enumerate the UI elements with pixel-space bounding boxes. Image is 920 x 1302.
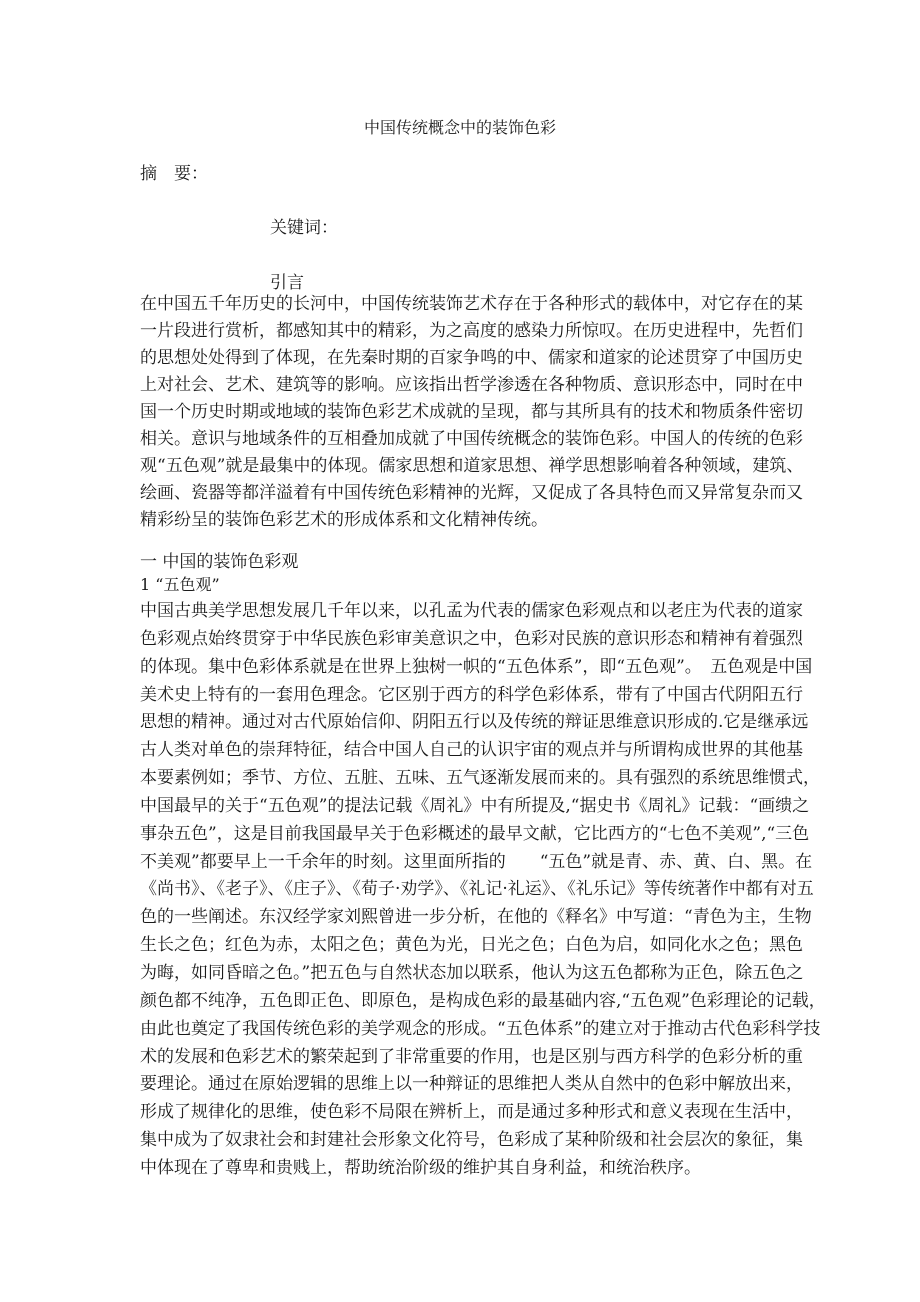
text-line: 的思想处处得到了体现，在先秦时期的百家争鸣的中、儒家和道家的论述贯穿了中国历史 xyxy=(140,348,803,368)
text-line: 形成了规律化的思维，使色彩不局限在辨析上，而是通过多种形式和意义表现在生活中， xyxy=(140,1102,803,1123)
text-line: 美术史上特有的一套用色理念。它区别于西方的科学色彩体系，带有了中国古代阴阳五行 xyxy=(140,684,803,705)
keywords-label: 关键词： xyxy=(270,218,338,238)
text-line: 上对社会、艺术、建筑等的影响。应该指出哲学渗透在各种物质、意识形态中，同时在中 xyxy=(140,375,803,395)
text-line: 中国最早的关于“五色观”的提法记载《周礼》中有所提及,“据史书《周礼》记载：“画缋之 xyxy=(140,795,810,816)
text-line: 为晦，如同昏暗之色。”把五色与自然状态加以联系，他认为这五色都称为正色，除五色之 xyxy=(140,962,804,983)
text-line: 中体现在了尊卑和贵贱上，帮助统治阶级的维护其自身利益，和统治秩序。 xyxy=(140,1157,701,1178)
text-line: 《尚书》、《老子》、《庄子》、《荀子·劝学》、《礼记·礼运》、《礼乐记》等传统著作中都有对五 xyxy=(140,879,814,900)
subsection-heading: 1 “五色观” xyxy=(140,575,220,594)
text-line: 色的一些阐述。东汉经学家刘熙曾进一步分析，在他的《释名》中写道：“青色为主，生物 xyxy=(140,907,812,928)
text-line: 中国古典美学思想发展几千年以来，以孔孟为代表的儒家色彩观点和以老庄为代表的道家 xyxy=(140,601,803,621)
intro-paragraph xyxy=(140,291,804,534)
text-line: 集中成为了奴隶社会和封建社会形象文化符号，色彩成了某种阶级和社会层次的象征，集 xyxy=(140,1130,803,1151)
text-line: 色彩观点始终贯穿于中华民族色彩审美意识之中，色彩对民族的意识形态和精神有着强烈 xyxy=(140,628,803,649)
text-line: 古人类对单色的崇拜特征，结合中国人自己的认识宇宙的观点并与所谓构成世界的其他基 xyxy=(140,740,803,761)
text-line: 在中国五千年历史的长河中，中国传统装饰艺术存在于各种形式的载体中，对它存在的某 xyxy=(140,294,803,314)
text-line: 事杂五色”，这是目前我国最早关于色彩概述的最早文献，它比西方的“七色不美观”,“三色 xyxy=(140,823,810,844)
abstract-label: 摘 要： xyxy=(140,164,208,184)
text-line: 不美观”都要早上一千余年的时刻。这里面所指的 “五色”就是青、赤、黄、白、黑。在 xyxy=(140,851,813,872)
text-line: 本要素例如；季节、方位、五脏、五味、五气逐渐发展而来的。具有强烈的系统思维惯式， xyxy=(140,768,820,789)
text-line: 的体现。集中色彩体系就是在世界上独树一帜的“五色体系”，即“五色观”。 五色观是中国 xyxy=(140,656,813,677)
text-line: 颜色都不纯净，五色即正色、即原色，是构成色彩的最基础内容,“五色观”色彩理论的记载， xyxy=(140,990,826,1011)
text-line: 国一个历史时期或地域的装饰色彩艺术成就的呈现，都与其所具有的技术和物质条件密切 xyxy=(140,402,803,422)
text-line: 思想的精神。通过对古代原始信仰、阴阳五行以及传统的辩证思维意识形成的.它是继承远 xyxy=(140,712,809,733)
text-line: 术的发展和色彩艺术的繁荣起到了非常重要的作用，也是区别与西方科学的色彩分析的重 xyxy=(140,1046,803,1067)
text-line: 精彩纷呈的装饰色彩艺术的形成体系和文化精神传统。 xyxy=(140,510,548,530)
text-line: 生长之色；红色为赤，太阳之色；黄色为光，日光之色；白色为启，如同化水之色；黑色 xyxy=(140,935,803,956)
intro-heading: 引言 xyxy=(270,273,304,293)
section-heading: 一 中国的装饰色彩观 xyxy=(140,552,299,572)
text-line: 由此也奠定了我国传统色彩的美学观念的形成。“五色体系”的建立对于推动古代色彩科学技 xyxy=(140,1018,821,1039)
text-line: 相关。意识与地域条件的互相叠加成就了中国传统概念的装饰色彩。中国人的传统的色彩 xyxy=(140,429,803,449)
document-title: 中国传统概念中的装饰色彩 xyxy=(363,118,556,137)
text-line: 要理论。通过在原始逻辑的思维上以一种辩证的思维把人类从自然中的色彩中解放出来， xyxy=(140,1074,803,1095)
five-colors-paragraph xyxy=(140,598,826,1183)
text-line: 绘画、瓷器等都洋溢着有中国传统色彩精神的光辉，又促成了各具特色而又异常复杂而又 xyxy=(140,483,803,503)
text-line: 观“五色观”就是最集中的体现。儒家思想和道家思想、禅学思想影响着各种领域，建筑、 xyxy=(140,456,804,476)
text-line: 一片段进行赏析，都感知其中的精彩，为之高度的感染力所惊叹。在历史进程中，先哲们 xyxy=(140,321,803,341)
